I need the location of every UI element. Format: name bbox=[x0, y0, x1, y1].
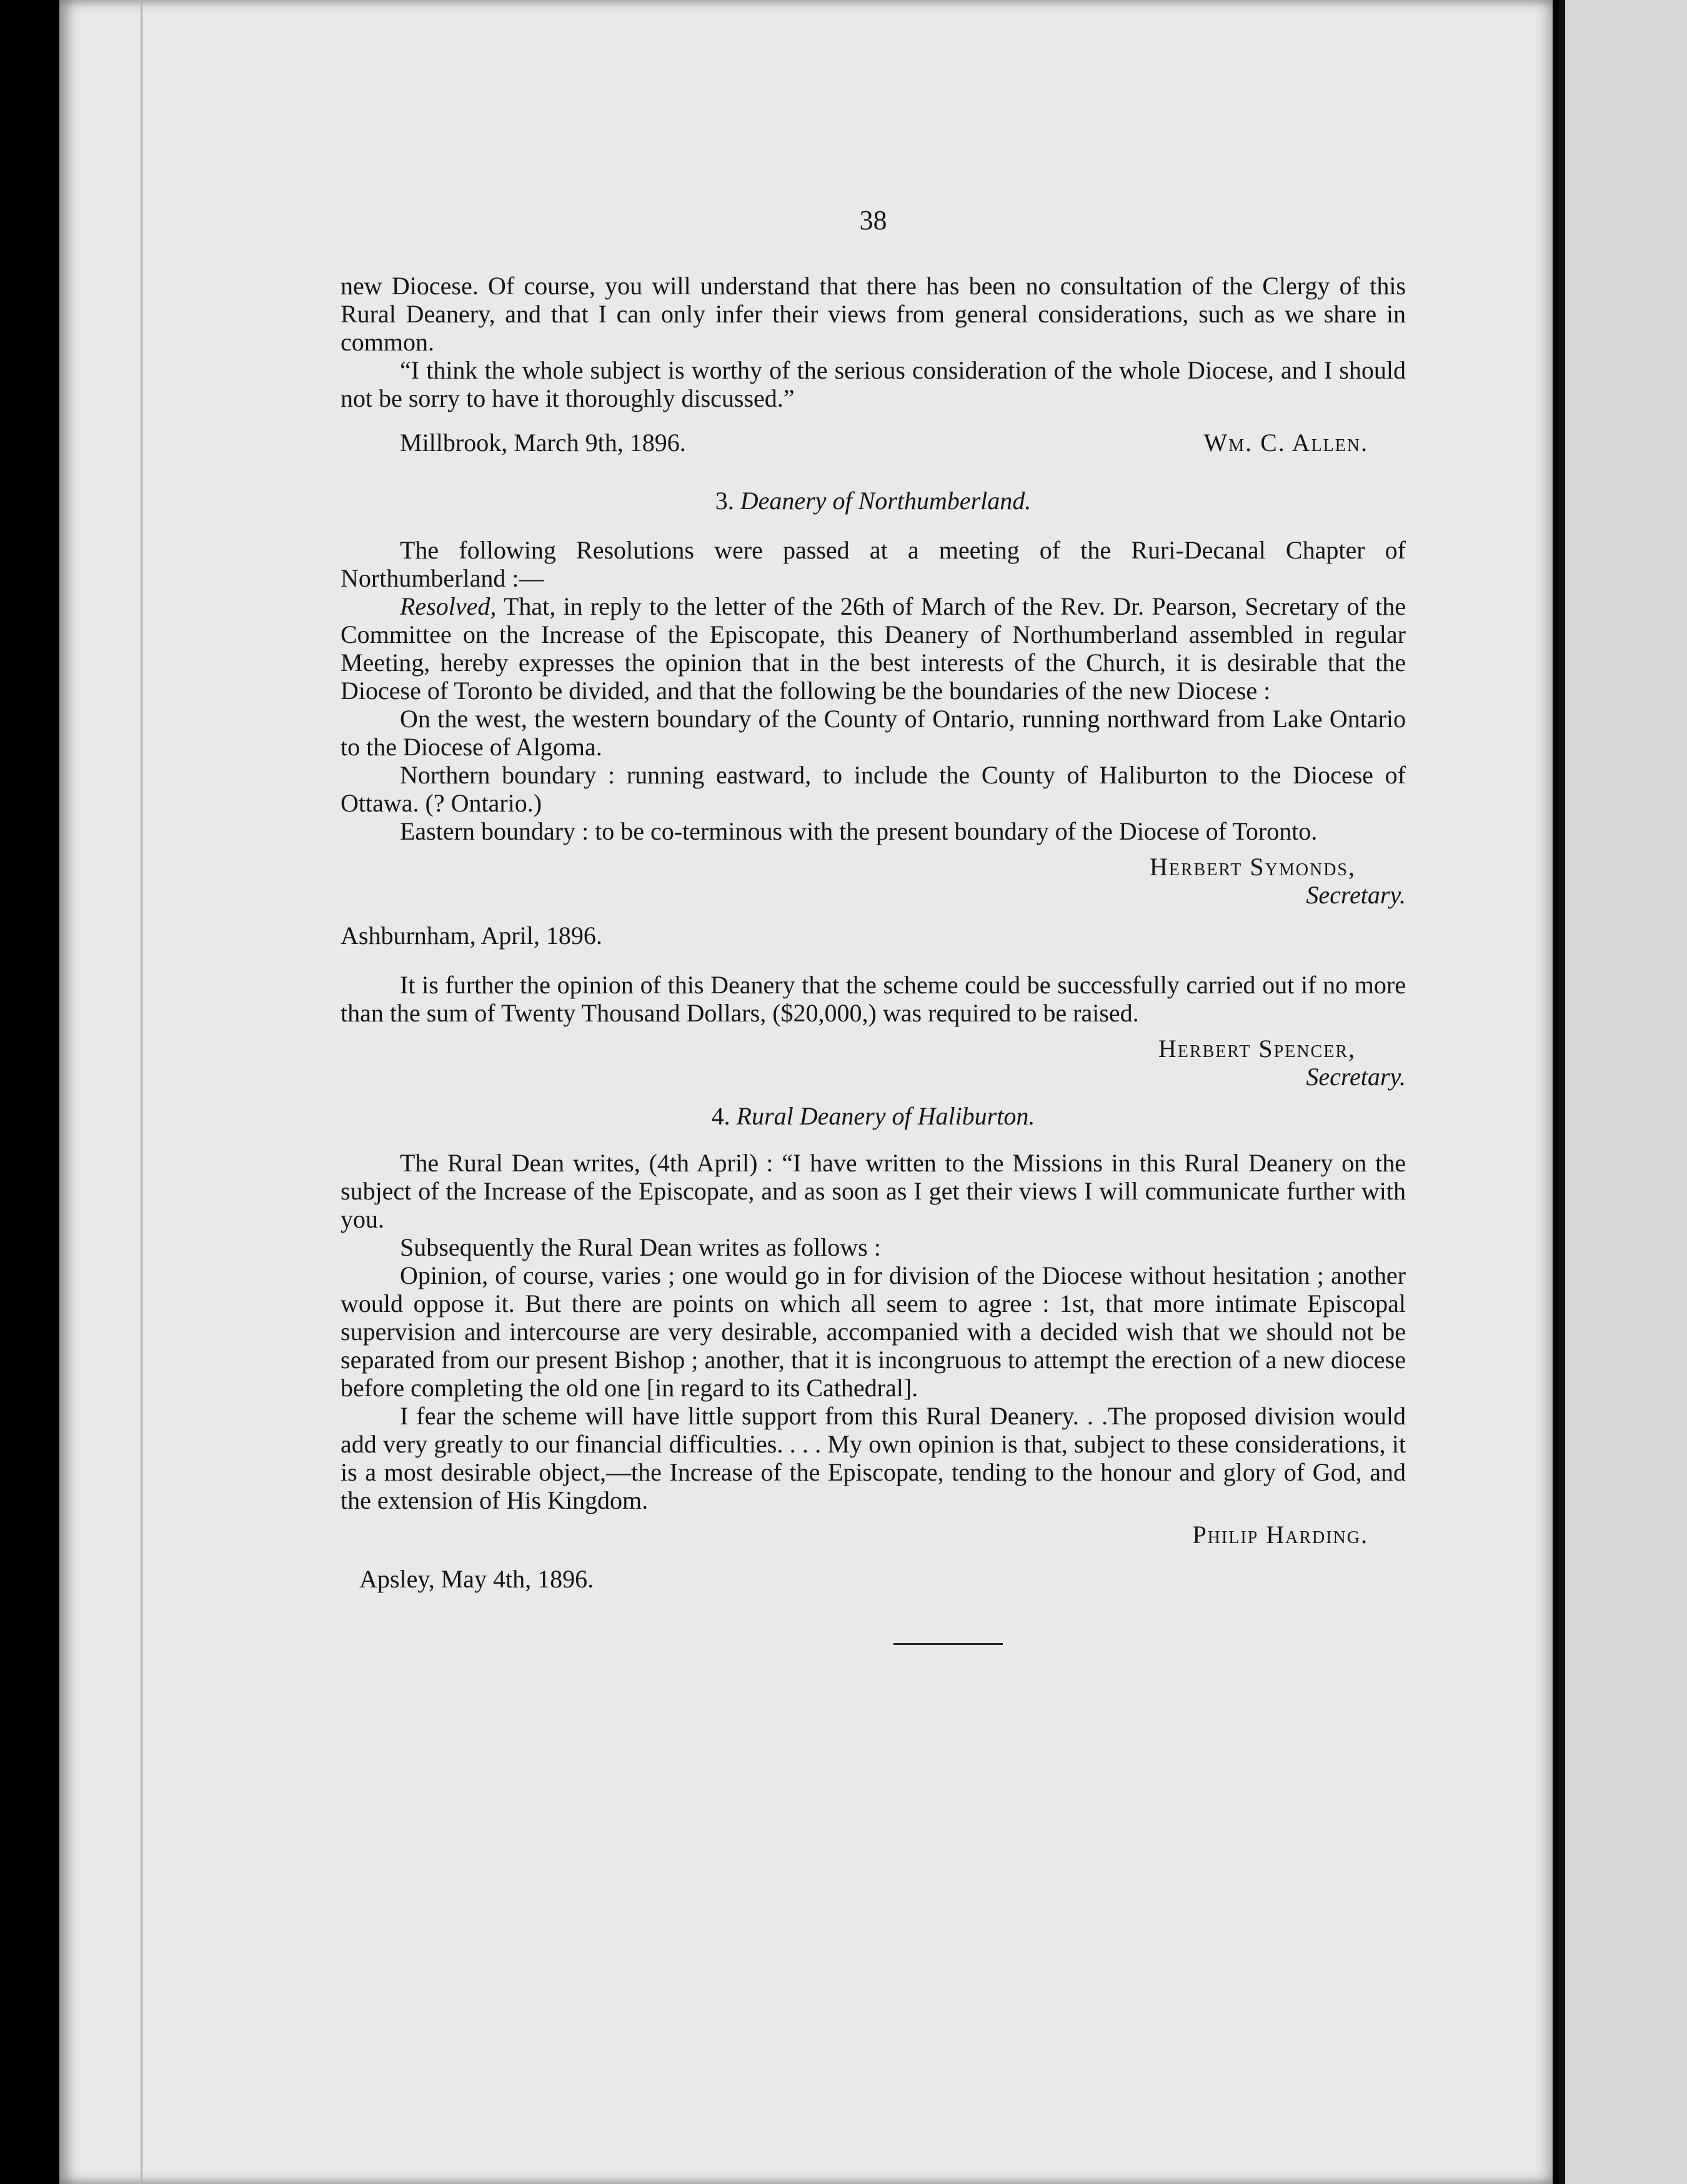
page-content bbox=[341, 206, 1406, 1645]
section-4-title: Rural Deanery of Haliburton. bbox=[736, 1102, 1035, 1130]
resolved-word: Resolved, bbox=[400, 592, 497, 620]
section-4-paragraph-1: The Rural Dean writes, (4th April) : “I have written to the Missions in this Rural Deanery on the subject of the Increase of the Episcopate, and as soon as I get their views I will communicate further with you. bbox=[341, 1149, 1406, 1233]
intro-paragraph-1: new Diocese. Of course, you will understand that there has been no consultation of the Clergy of this Rural Deanery, and that I can only infer their views from general considerations, such as we share in common. bbox=[341, 272, 1406, 356]
section-3-northern-boundary: Northern boundary : running eastward, to include the County of Haliburton to the Diocese of Ottawa. (? Ontario.) bbox=[341, 761, 1406, 817]
section-3-signature-1 bbox=[341, 853, 1406, 909]
signature-1-name: Herbert Symonds, bbox=[1149, 853, 1356, 881]
intro-paragraph-2: “I think the whole subject is worthy of the serious consideration of the whole Diocese, and I should not be sorry to have it thoroughly discussed.” bbox=[341, 356, 1406, 412]
page-number: 38 bbox=[859, 205, 887, 236]
section-3-resolution bbox=[341, 592, 1406, 705]
adjacent-page-edge bbox=[1559, 0, 1687, 2184]
section-3-paragraph-1: The following Resolutions were passed at a meeting of the Ruri-Decanal Chapter of Northumberland :— bbox=[341, 536, 1406, 592]
section-4-paragraph-3: Opinion, of course, varies ; one would go in for division of the Diocese without hesitation ; another would oppose it. But there are points on which all seem to agree : 1st, that more intimate Episcopal supervision and intercourse are very desirable, accompanied with a decided wish that we should not be separated from our present Bishop ; another, that it is incongruous to attempt the erection of a new diocese before completing the old one [in regard to its Cathedral]. bbox=[341, 1261, 1406, 1402]
section-3-number: 3. bbox=[715, 487, 734, 515]
intro-signature: Wm. C. Allen. bbox=[1203, 429, 1368, 457]
signature-2-title: Secretary. bbox=[1306, 1063, 1406, 1091]
page-margin-line bbox=[141, 0, 142, 2184]
section-3-eastern-boundary: Eastern boundary : to be co-terminous with the present boundary of the Diocese of Toronto. bbox=[400, 817, 1318, 845]
section-4-paragraph-2: Subsequently the Rural Dean writes as follows : bbox=[400, 1233, 881, 1261]
section-4-paragraph-4: I fear the scheme will have little support from this Rural Deanery. . .The proposed division would add very greatly to our financial difficulties. . . . My own opinion is that, subject to these considerations, it is a most desirable object,—the Increase of the Episcopate, tending to the honour and glory of God, and the extension of His Kingdom. bbox=[341, 1402, 1406, 1514]
closing-rule bbox=[893, 1643, 1003, 1645]
section-3-place-date: Ashburnham, April, 1896. bbox=[341, 921, 602, 950]
section-4-signature: Philip Harding. bbox=[1192, 1521, 1368, 1549]
intro-place-date: Millbrook, March 9th, 1896. bbox=[400, 429, 686, 457]
section-3-further-opinion: It is further the opinion of this Deanery that the scheme could be successfully carried out if no more than the sum of Twenty Thousand Dollars, ($20,000,) was required to be raised. bbox=[341, 971, 1406, 1027]
section-3-signature-2 bbox=[341, 1035, 1406, 1091]
section-4-heading bbox=[341, 1102, 1406, 1130]
section-3-west-boundary: On the west, the western boundary of the County of Ontario, running northward from Lake Ontario to the Diocese of Algoma. bbox=[341, 705, 1406, 761]
section-4-number: 4. bbox=[711, 1102, 730, 1130]
section-4-place-date: Apsley, May 4th, 1896. bbox=[359, 1565, 594, 1593]
signature-2-name: Herbert Spencer, bbox=[1158, 1035, 1356, 1063]
signature-1-title: Secretary. bbox=[1306, 881, 1406, 909]
section-3-heading bbox=[341, 487, 1406, 515]
resolution-text: That, in reply to the letter of the 26th of March of the Rev. Dr. Pearson, Secretary of the Committee on the Increase of the Episcopate, this Deanery of Northumberland assembled in regular Meeting, hereby expresses the opinion that in the best interests of the Church, it is desirable that the Diocese of Toronto be divided, and that the following be the boundaries of the new Diocese : bbox=[341, 592, 1406, 705]
intro-signoff bbox=[341, 429, 1406, 457]
section-3-title: Deanery of Northumberland. bbox=[740, 487, 1032, 515]
